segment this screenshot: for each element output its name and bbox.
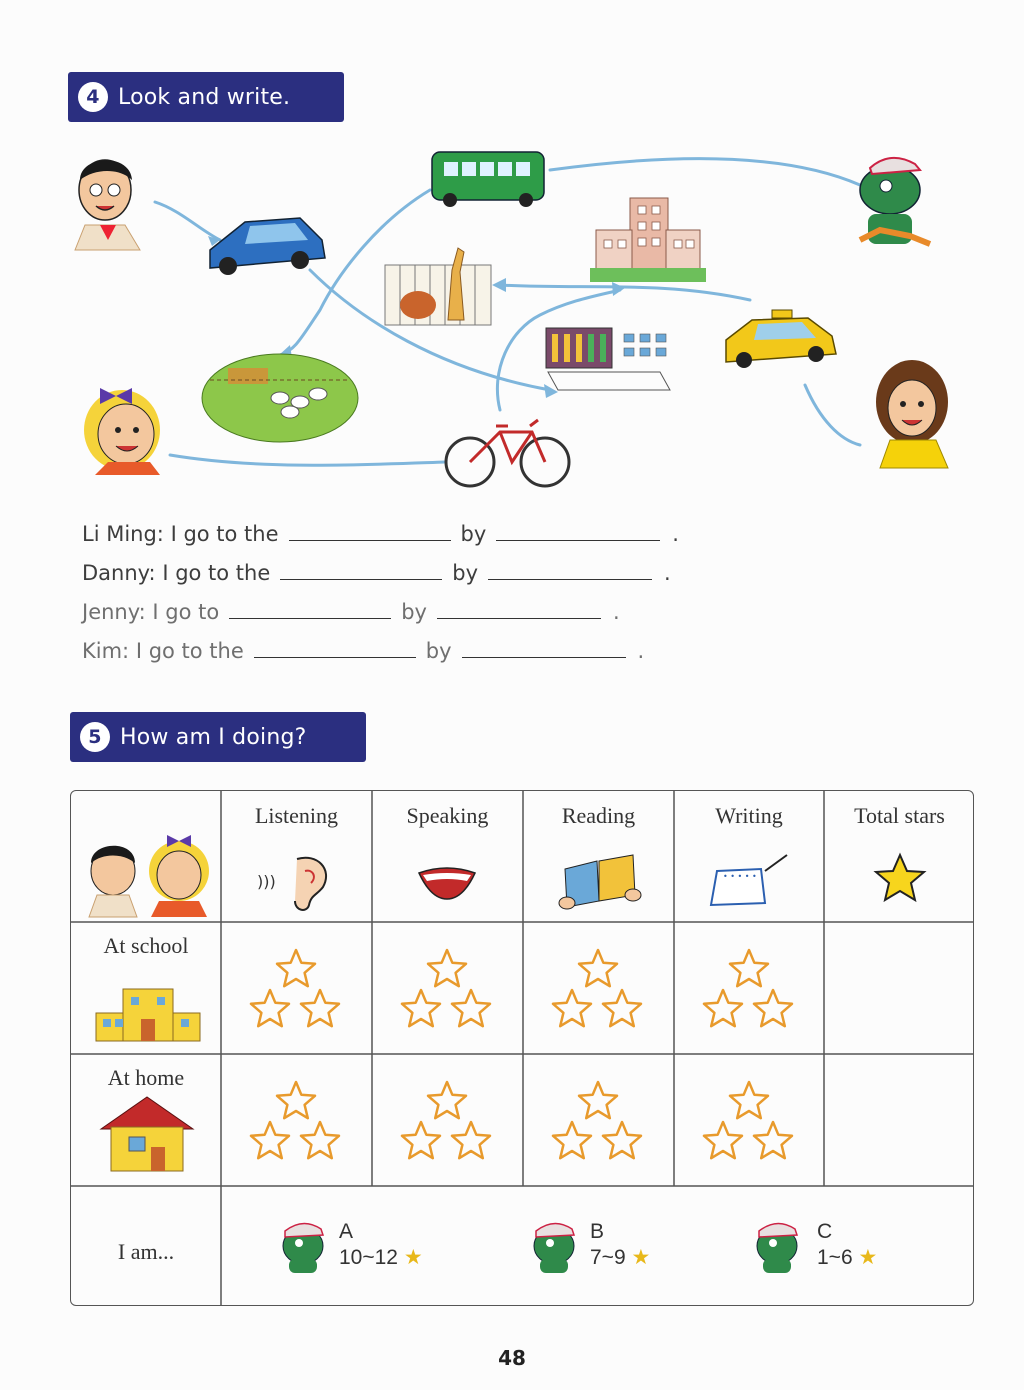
section-4-number: 4 — [78, 82, 108, 112]
rating-star-home-speaking-2[interactable] — [402, 1122, 440, 1158]
by-label: by — [425, 639, 452, 663]
sentence-danny — [82, 561, 671, 585]
rating-star-school-speaking-3[interactable] — [452, 990, 490, 1026]
rating-star-school-writing-2[interactable] — [704, 990, 742, 1026]
sentence-kim — [82, 639, 644, 663]
mouth-icon — [419, 868, 475, 899]
rating-star-home-writing-2[interactable] — [704, 1122, 742, 1158]
page-number: 48 — [498, 1346, 526, 1370]
zoo-icon — [385, 248, 491, 325]
by-label: by — [401, 600, 427, 624]
svg-text:))): ))) — [257, 872, 276, 891]
jenny-girl-icon — [84, 388, 160, 475]
sentence-end: . — [672, 522, 679, 546]
answer-blank-place[interactable] — [280, 561, 442, 580]
rating-star-home-speaking-1[interactable] — [428, 1082, 466, 1118]
route-taxi-zoo — [500, 285, 750, 300]
column-header-writing: Writing — [715, 803, 783, 828]
route-li-ming-car — [155, 202, 220, 240]
rating-star-school-reading-2[interactable] — [553, 990, 591, 1026]
small-star-icon: ★ — [403, 1246, 423, 1269]
rating-range: 7~9 — [590, 1246, 626, 1269]
column-header-listening: Listening — [254, 803, 339, 828]
sentence-text: I go to the — [162, 561, 271, 585]
column-header-speaking: Speaking — [406, 803, 489, 828]
school-icon — [96, 989, 200, 1041]
transport-illustration — [60, 140, 980, 510]
section-5-title: How am I doing? — [120, 724, 307, 750]
two-children-icon — [89, 835, 209, 917]
answer-blank-place[interactable] — [254, 639, 416, 658]
route-jenny-bike — [170, 455, 445, 465]
answer-blank-transport[interactable] — [496, 522, 660, 541]
rating-star-school-reading-3[interactable] — [603, 990, 641, 1026]
rating-star-home-listening-1[interactable] — [277, 1082, 315, 1118]
answer-blank-transport[interactable] — [462, 639, 626, 658]
dinosaur-mascot-a-icon — [283, 1223, 323, 1273]
ear-icon — [257, 858, 326, 910]
sentence-text: I go to the — [135, 639, 244, 663]
speaker-label: Danny: — [82, 561, 156, 585]
rating-b — [590, 1219, 650, 1271]
rating-star-home-reading-3[interactable] — [603, 1122, 641, 1158]
by-label: by — [460, 522, 487, 546]
rating-star-home-reading-1[interactable] — [579, 1082, 617, 1118]
taxi-icon — [726, 310, 836, 368]
by-label: by — [452, 561, 479, 585]
row-header-at-home: At home — [107, 1065, 185, 1090]
section-5-number: 5 — [80, 722, 110, 752]
column-header-total-stars: Total stars — [854, 803, 945, 828]
arrow-icon — [492, 278, 506, 292]
rating-star-home-speaking-3[interactable] — [452, 1122, 490, 1158]
dinosaur-mascot-b-icon — [534, 1223, 574, 1273]
row-header-i-am: I am... — [117, 1239, 175, 1264]
rating-star-home-reading-2[interactable] — [553, 1122, 591, 1158]
rating-star-school-listening-1[interactable] — [277, 950, 315, 986]
li-ming-boy-icon — [75, 160, 140, 250]
sentence-end: . — [664, 561, 671, 585]
rating-star-school-writing-3[interactable] — [754, 990, 792, 1026]
speaker-label: Li Ming: — [82, 522, 164, 546]
rating-c — [817, 1219, 877, 1271]
small-star-icon: ★ — [631, 1246, 651, 1269]
rating-star-school-writing-1[interactable] — [730, 950, 768, 986]
route-bus-kim — [550, 159, 860, 185]
rating-grade: A — [339, 1220, 354, 1243]
farm-icon — [202, 354, 358, 442]
svg-text:• • • • •: • • • • • — [723, 872, 757, 881]
speaker-label: Jenny: — [82, 600, 146, 624]
small-star-icon: ★ — [858, 1246, 878, 1269]
rating-star-home-writing-3[interactable] — [754, 1122, 792, 1158]
dinosaur-mascot-c-icon — [757, 1223, 797, 1273]
speaker-label: Kim: — [82, 639, 130, 663]
sentence-jenny — [82, 600, 620, 624]
danny-girl-icon — [876, 360, 948, 468]
sentence-li-ming — [82, 522, 679, 546]
rating-range: 10~12 — [339, 1246, 398, 1269]
rating-range: 1~6 — [817, 1246, 853, 1269]
self-assessment-table — [70, 790, 974, 1306]
section-4-header — [68, 72, 344, 122]
bike-icon — [446, 420, 569, 486]
column-header-reading: Reading — [561, 803, 636, 828]
writing-pad-icon — [711, 855, 787, 905]
rating-a — [339, 1219, 423, 1271]
arrow-icon — [612, 282, 625, 296]
rating-star-home-listening-2[interactable] — [251, 1122, 289, 1158]
section-5-header — [70, 712, 366, 762]
rating-grade: C — [817, 1220, 833, 1243]
rating-star-home-listening-3[interactable] — [301, 1122, 339, 1158]
school-building-icon — [590, 198, 706, 282]
sentence-text: I go to — [152, 600, 220, 624]
sentence-end: . — [612, 600, 620, 624]
book-reading-icon — [559, 855, 641, 909]
answer-blank-transport[interactable] — [488, 561, 652, 580]
answer-blank-transport[interactable] — [437, 600, 601, 619]
rating-grade: B — [590, 1220, 605, 1243]
answer-blank-place[interactable] — [289, 522, 451, 541]
section-4-title: Look and write. — [118, 84, 291, 110]
bus-icon — [432, 152, 544, 207]
car-icon — [210, 218, 325, 275]
bookstore-icon — [546, 328, 670, 390]
house-icon — [101, 1097, 193, 1171]
sentence-end: . — [637, 639, 645, 663]
kim-dinosaur-icon — [860, 158, 930, 244]
rating-star-home-writing-1[interactable] — [730, 1082, 768, 1118]
total-star-icon — [876, 855, 924, 900]
rating-star-school-speaking-1[interactable] — [428, 950, 466, 986]
answer-blank-place[interactable] — [229, 600, 391, 619]
row-header-at-school: At school — [103, 933, 189, 958]
rating-star-school-listening-3[interactable] — [301, 990, 339, 1026]
rating-star-school-reading-1[interactable] — [579, 950, 617, 986]
rating-star-school-speaking-2[interactable] — [402, 990, 440, 1026]
route-danny-taxi — [805, 385, 860, 445]
sentence-text: I go to the — [170, 522, 279, 546]
rating-star-school-listening-2[interactable] — [251, 990, 289, 1026]
